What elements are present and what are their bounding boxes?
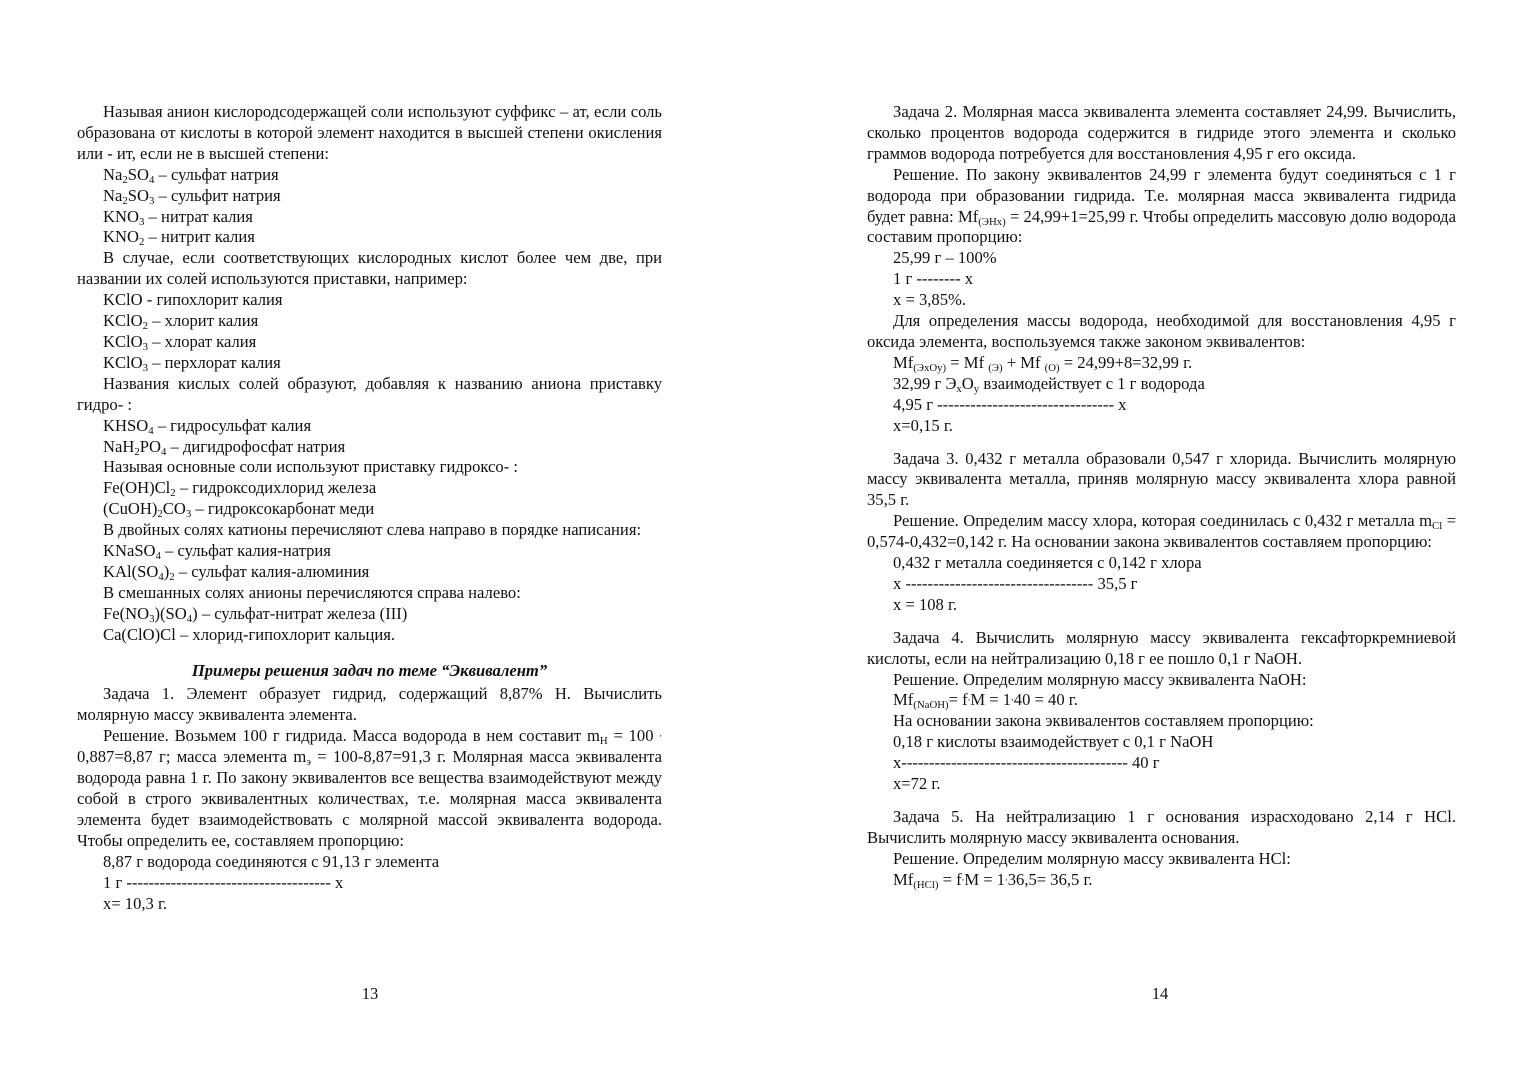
salt-line: Ca(ClO)Cl – хлорид-гипохлорит кальция. xyxy=(103,624,396,644)
proportion-line: x ---------------------------------- 35,5 г xyxy=(893,573,1138,593)
task-2-statement: Задача 2. Молярная масса эквивалента элемента составляет 24,99. Вычислить, сколько процентов водорода содержится в гидриде этого элемента и сколько граммов водорода потребуется для восстановления 4,95 г его оксида. xyxy=(867,102,1456,163)
proportion-result: x = 3,85%. xyxy=(893,290,966,310)
salt-line: KClO - гипохлорит калия xyxy=(103,290,283,310)
task-5-statement: Задача 5. На нейтрализацию 1 г основания израсходовано 2,14 г HCl. Вычислить молярную массу эквивалента основания. xyxy=(867,807,1456,847)
proportion-line: x----------------------------------------- 40 г xyxy=(893,753,1160,773)
right-page xyxy=(764,0,1528,1080)
equation-line: $Mf_{(ЭxOy)} = Mf$ $_{(Э)}$ + Mf $_{(O)}$ = 24,99+8=32,99 г. xyxy=(893,352,1193,375)
proportion-line: 0,432 г металла соединяется с 0,142 г хлора xyxy=(893,553,1202,573)
task-2-solution: Решение. По закону эквивалентов 24,99 г элемента будут соединяться с 1 г водорода при образовании гидрида. Т.е. молярная масса эквивалента гидрида будет равна: $Mf_{(ЭHx)} = 24,99+1=25,99$ г. Чтобы определить массовую долю водорода составим пропорцию: xyxy=(867,164,1456,247)
paragraph-basic-salts: Называя основные соли используют приставку гидроксо- : xyxy=(103,457,518,477)
task-4-solution: Решение. Определим молярную массу эквивалента NaOH: xyxy=(893,669,1307,689)
left-text-column xyxy=(77,102,662,914)
proportion-result: x = 108 г. xyxy=(893,594,958,614)
salt-line: $Fe(NO_3)(SO_4)$ – сульфат-нитрат железа (III) xyxy=(103,603,408,625)
paragraph-mixed-salts: В смешанных солях анионы перечисляются справа налево: xyxy=(103,582,521,602)
salt-line: $KNO_3$ – нитрат калия xyxy=(103,206,253,228)
task-5-solution: Решение. Определим молярную массу эквивалента HCl: xyxy=(893,848,1291,868)
salt-line: $(CuOH)_2CO_3$ – гидроксокарбонат меди xyxy=(103,499,375,521)
task-4-statement: Задача 4. Вычислить молярную массу эквивалента гексафторкремниевой кислоты, если на нейтрализацию 0,18 г ее пошло 0,1 г NaOH. xyxy=(867,627,1456,668)
proportion-line: 1 г -------- x xyxy=(893,269,974,289)
salt-line: $NaH_2PO_4$ – дигидрофосфат натрия xyxy=(103,436,346,458)
salt-line: $Na_2SO_4$ – сульфат натрия xyxy=(103,164,279,186)
proportion-result: x=0,15 г. xyxy=(893,415,953,435)
proportion-line: 25,99 г – 100% xyxy=(893,248,997,268)
task-1-statement: Задача 1. Элемент образует гидрид, содержащий 8,87% H. Вычислить молярную массу эквивалента элемента. xyxy=(77,684,662,725)
proportion-line: 4,95 г -------------------------------- x xyxy=(893,394,1127,414)
proportion-line: 1 г ------------------------------------- x xyxy=(103,872,344,892)
page-number: 14 xyxy=(1151,984,1169,1003)
salt-line: $KHSO_4$ – гидросульфат калия xyxy=(103,415,312,437)
equation-line: 32,99 г $Э_xO_y$ взаимодействует с 1 г водорода xyxy=(893,373,1205,396)
proportion-line: 0,18 г кислоты взаимодействует с 0,1 г NaOH xyxy=(893,732,1214,752)
page-number: 13 xyxy=(361,984,379,1003)
paragraph-double-salts: В двойных солях катионы перечисляют слева направо в порядке написания: xyxy=(103,520,642,540)
salt-list-5 xyxy=(77,541,662,583)
salt-list-3 xyxy=(77,416,662,458)
task-3-solution: Решение. Определим массу хлора, которая соединилась с 0,432 г металла $m_{Cl} = 0,574-0,432=0,142$ г. На основании закона эквивалентов составляем пропорцию: xyxy=(867,511,1456,552)
equation-line: $Mf_{(NaOH)}= f^.M = 1^.40 = 40$ г. xyxy=(893,690,1078,712)
salt-line: $KNO_2$ – нитрит калия xyxy=(103,227,255,249)
proportion-line: 8,87 г водорода соединяются с 91,13 г элемента xyxy=(103,851,440,871)
salt-line: KClO$_3$ – перхлорат калия xyxy=(103,352,281,375)
salt-line: KClO$_3$ – хлорат калия xyxy=(103,331,257,354)
proportion-result: x=72 г. xyxy=(893,774,941,794)
salt-line: $Fe(OH)Cl_2$ – гидроксодихлорид железа xyxy=(103,478,377,500)
salt-list-4 xyxy=(77,478,662,520)
salt-line: $Na_2SO_3$ – сульфит натрия xyxy=(103,185,281,207)
section-heading: Примеры решения задач по теме “Эквивалент” xyxy=(191,660,548,680)
paragraph-acid-salts: Названия кислых солей образуют, добавляя к названию аниона приставку гидро- : xyxy=(77,373,662,414)
task-2-solution-part-2: Для определения массы водорода, необходимой для восстановления 4,95 г оксида элемента, воспользуемся также законом эквивалентов: xyxy=(867,311,1456,351)
paragraph-suffix-rule: Называя анион кислородсодержащей соли используют суффикс – ат, если соль образована от кислоты в которой элемент находится в высшей степени окисления или - ит, если не в высшей степени: xyxy=(77,102,662,163)
salt-list-6 xyxy=(77,604,662,646)
paragraph-prefix-rule: В случае, если соответствующих кислородных кислот более чем две, при названии их солей используются приставки, например: xyxy=(77,248,662,289)
equation-line: $Mf_{(HCl)} = f^.M = 1^.36,5= 36,5$ г. xyxy=(893,869,1093,891)
task-4-solution-part-2: На основании закона эквивалентов составляем пропорцию: xyxy=(893,711,1314,731)
salt-list-2 xyxy=(77,290,662,374)
salt-line: $KAl(SO_4)_2$ – сульфат калия-алюминия xyxy=(103,561,370,584)
task-1-solution: Решение. Возьмем 100 г гидрида. Масса водорода в нем составит $m_H = 100$ . 0,887=8,87 г; масса элемента $m_э = 100-8,87=91,3$ г. Молярная масса эквивалента водорода равна 1 г. По закону эквивалентов все вещества взаимодействуют между собой в строго эквивалентных количествах, т.е. молярная масса эквивалента элемента будет взаимодействовать с молярной массой эквивалента водорода. Чтобы определить ее, составляем пропорцию: xyxy=(77,726,662,850)
task-3-statement: Задача 3. 0,432 г металла образовали 0,547 г хлорида. Вычислить молярную массу эквивалента металла, приняв молярную массу эквивалента хлора равной 35,5 г. xyxy=(867,448,1456,510)
salt-list-1 xyxy=(77,165,662,249)
proportion-result: x= 10,3 г. xyxy=(103,893,168,913)
right-text-column xyxy=(867,102,1456,891)
salt-line: KNaSO$_4$ – сульфат калия-натрия xyxy=(103,541,331,563)
salt-line: KClO$_2$ – хлорит калия xyxy=(103,311,259,333)
